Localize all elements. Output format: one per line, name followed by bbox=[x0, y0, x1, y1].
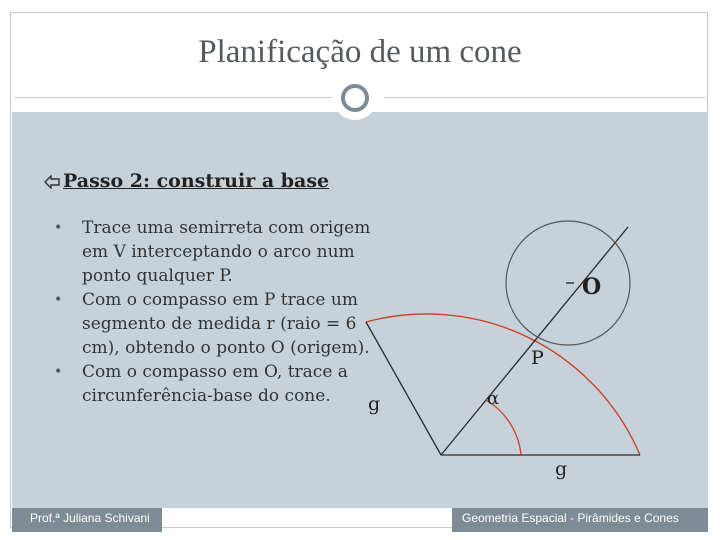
bullet-marker: • bbox=[54, 364, 63, 380]
generator-line-left bbox=[366, 322, 441, 455]
label-p: P bbox=[531, 347, 544, 369]
footer-course: Geometria Espacial - Pirâmides e Cones bbox=[462, 511, 679, 525]
bullet-text: Com o compasso em O, trace a circunferência-base do cone. bbox=[82, 362, 348, 406]
ray-vpo bbox=[441, 227, 628, 455]
label-alpha: α bbox=[487, 388, 500, 409]
slide-title: Planificação de um cone bbox=[198, 34, 522, 70]
bullet-text: Trace uma semirreta com origem em V interceptando o arco num ponto qualquer P. bbox=[82, 218, 371, 286]
label-o: O bbox=[582, 274, 602, 300]
bullet-marker: • bbox=[54, 220, 63, 236]
bullet-text: Com o compasso em P trace um segmento de medida r (raio = 6 cm), obtendo o ponto O (origem). bbox=[82, 290, 370, 358]
sector-arc bbox=[366, 314, 640, 455]
step-heading: Passo 2: construir a base bbox=[63, 170, 330, 192]
label-g-left: g bbox=[368, 393, 381, 415]
footer-author: Prof.ª Juliana Schivani bbox=[30, 511, 150, 525]
label-g-bottom: g bbox=[555, 458, 568, 480]
bullet-marker: • bbox=[54, 292, 63, 308]
